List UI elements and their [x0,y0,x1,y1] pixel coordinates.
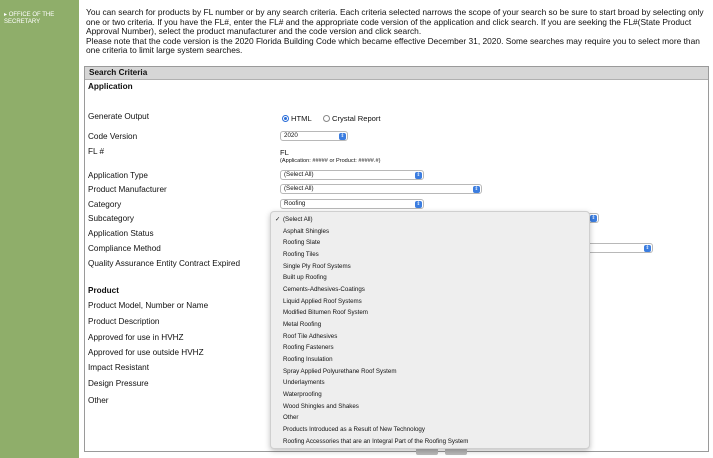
impact-resistant-label: Impact Resistant [88,363,149,372]
product-description-label: Product Description [88,317,160,326]
code-version-select[interactable] [280,131,348,141]
compliance-method-label: Compliance Method [88,244,161,253]
intro-text [86,8,708,56]
category-label: Category [88,200,122,209]
search-criteria-title: Search Criteria [89,68,148,77]
product-model-label: Product Model, Number or Name [88,301,209,310]
qa-entity-contract-expired-label: Quality Assurance Entity Contract Expired [88,259,240,268]
sidebar-link-office-of-secretary[interactable] [4,12,76,26]
subcategory-dropdown-list [270,211,590,449]
compliance-method-select[interactable] [585,243,653,253]
subcategory-label: Subcategory [88,214,134,223]
subcategory-option[interactable]: Asphalt Shingles [283,228,330,235]
subcategory-option[interactable]: Spray Applied Polyurethane Roof System [283,368,397,375]
up-down-chevron-icon: ⇕ [645,245,650,251]
generate-output-label: Generate Output [88,112,149,121]
output-crystal-report-radio[interactable] [323,115,330,122]
up-down-chevron-icon: ⇕ [591,215,596,221]
up-down-chevron-icon: ⇕ [340,133,345,139]
application-type-label: Application Type [88,171,148,180]
subcategory-option[interactable]: Roofing Fasteners [283,344,334,351]
subcategory-option[interactable]: Roofing Slate [283,239,321,246]
search-criteria-header [85,67,708,80]
code-version-value: 2020 [284,132,298,139]
application-type-value: (Select All) [284,171,314,178]
up-down-chevron-icon: ⇕ [416,172,421,178]
subcategory-option[interactable]: Single Ply Roof Systems [283,263,351,270]
subcategory-option[interactable]: Wood Shingles and Shakes [283,403,359,410]
up-down-chevron-icon: ⇕ [416,201,421,207]
subcategory-option[interactable]: Roof Tile Adhesives [283,333,338,340]
subcategory-option[interactable]: Underlayments [283,379,325,386]
category-select[interactable] [280,199,424,209]
sidebar-link-label: OFFICE OF THE SECRETARY [4,12,55,25]
product-manufacturer-value: (Select All) [284,185,314,192]
intro-paragraph-1: You can search for products by FL number or by any search criteria. Each criteria selected narrows the scope of your search so be sure to start broad by selecting only one or two criteria. If you have the FL#, enter the FL# and the appropriate code version of the application and click search. If you are seeking the FL#(State Product Approval Number), select the product manufacturer and the code version and click search. [86,7,704,36]
subcategory-option[interactable]: (Select All) [283,216,313,223]
application-status-label: Application Status [88,229,154,238]
application-type-select[interactable] [280,170,424,180]
product-manufacturer-select[interactable] [280,184,482,194]
subcategory-option[interactable]: Cements-Adhesives-Coatings [283,286,365,293]
subcategory-option[interactable]: Metal Roofing [283,321,322,328]
subcategory-option[interactable]: Roofing Insulation [283,356,333,363]
other-label: Other [88,396,109,405]
fl-number-hint: (Application: ##### or Product: #####.#) [280,158,381,164]
product-section-heading: Product [88,286,119,295]
subcategory-option[interactable]: Roofing Accessories that are an Integral Part of the Roofing System [283,438,469,445]
fl-number-label: FL # [88,147,105,156]
category-value: Roofing [284,200,306,207]
subcategory-option[interactable]: Modified Bitumen Roof System [283,309,368,316]
code-version-label: Code Version [88,132,138,141]
subcategory-option[interactable]: Waterproofing [283,391,322,398]
subcategory-option[interactable]: Roofing Tiles [283,251,319,258]
triangle-right-icon: ▸ [4,12,8,18]
subcategory-option[interactable]: Other [283,414,299,421]
intro-paragraph-2: Please note that the code version is the 2020 Florida Building Code which became effective December 31, 2020. Some searches may require you to select more than one criteria to limit large system searches. [86,35,700,55]
output-crystal-report-label: Crystal Report [332,114,381,123]
approved-outside-hvhz-label: Approved for use outside HVHZ [88,348,204,357]
subcategory-option[interactable]: Liquid Applied Roof Systems [283,298,362,305]
approved-hvhz-label: Approved for use in HVHZ [88,333,184,342]
sidebar [0,0,79,458]
checkmark-icon: ✓ [275,216,281,223]
subcategory-option[interactable]: Built up Roofing [283,274,327,281]
output-html-radio[interactable] [282,115,289,122]
output-html-label: HTML [291,114,312,123]
up-down-chevron-icon: ⇕ [474,186,479,192]
application-section-heading: Application [88,82,133,91]
product-manufacturer-label: Product Manufacturer [88,185,167,194]
design-pressure-label: Design Pressure [88,379,149,388]
subcategory-option[interactable]: Products Introduced as a Result of New Technology [283,426,425,433]
fl-prefix: FL [280,148,289,157]
